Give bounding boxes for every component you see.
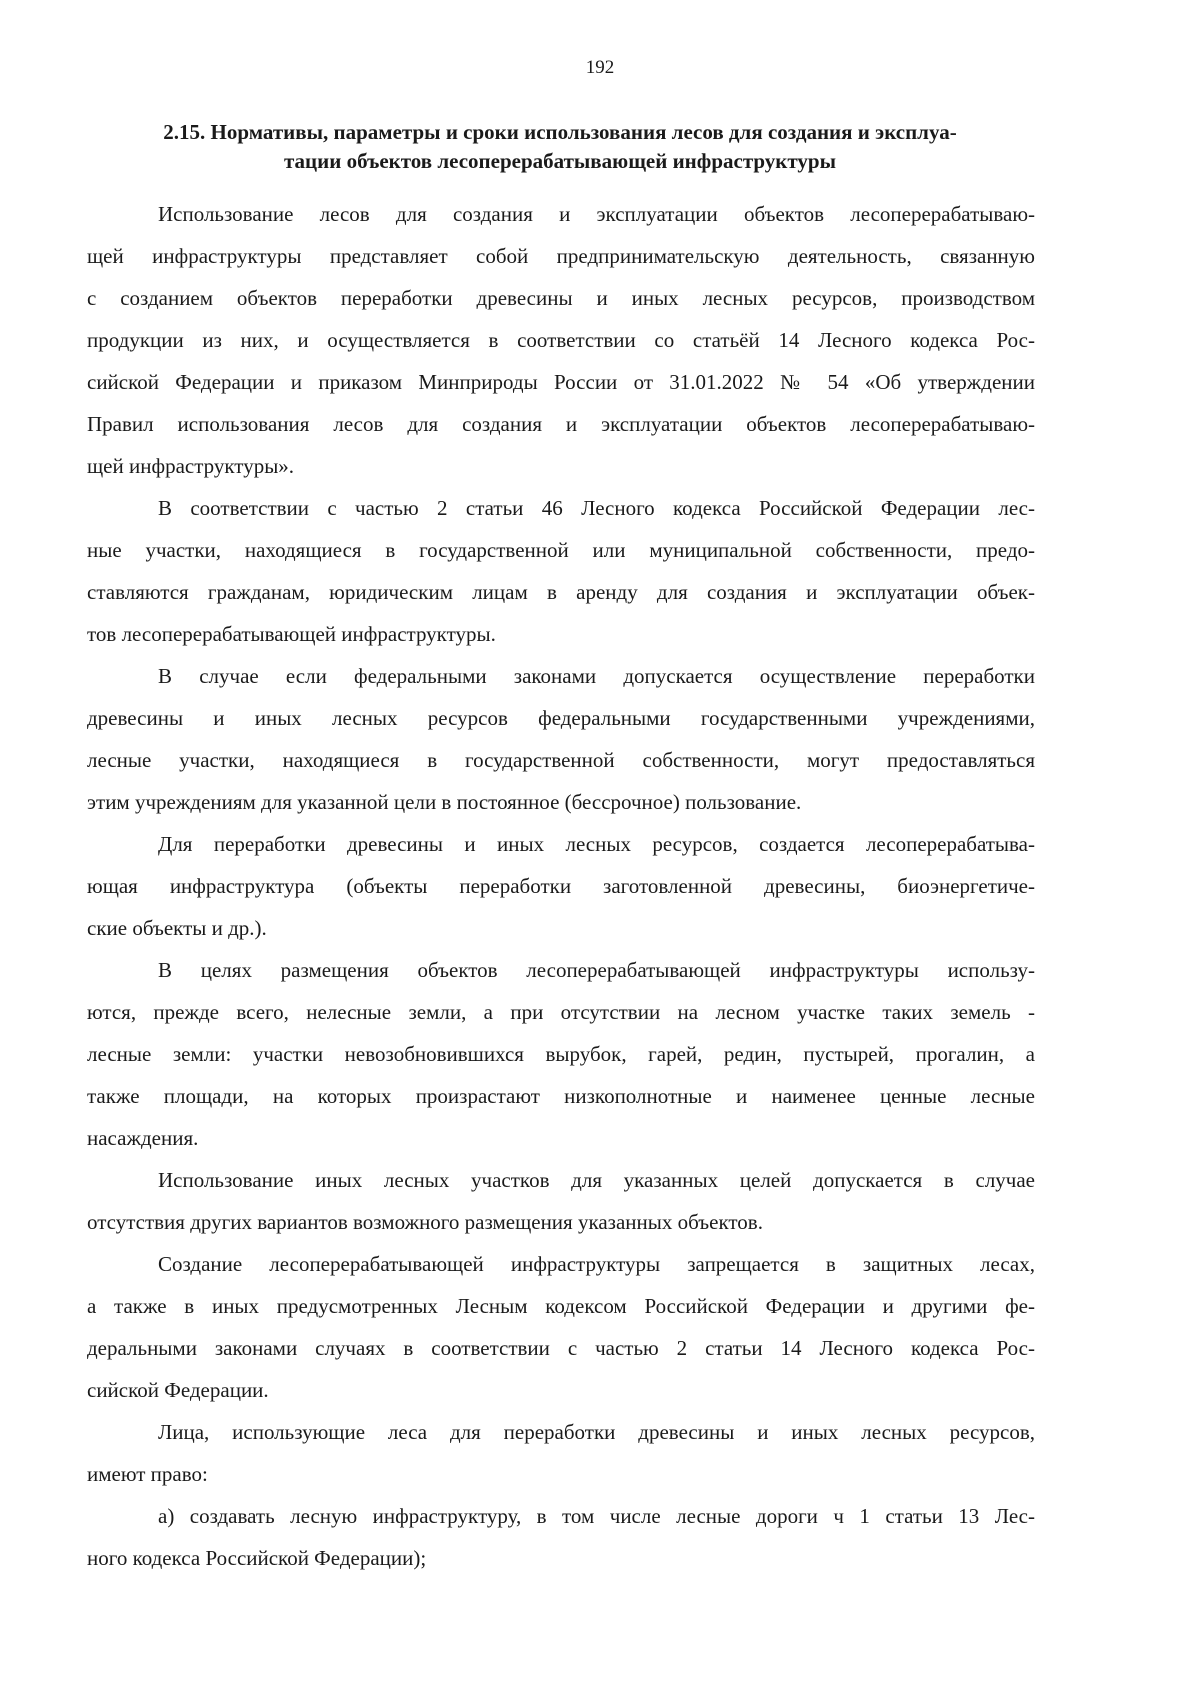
paragraph-line: этим учреждениям для указанной цели в постоянное (бессрочное) пользование. <box>87 790 802 814</box>
paragraph <box>87 1495 1035 1579</box>
paragraph-line: ные участки, находящиеся в государственной или муниципальной собственности, предо- <box>87 538 1035 562</box>
paragraph <box>87 487 1035 655</box>
paragraph-line: древесины и иных лесных ресурсов федеральными государственными учреждениями, <box>87 706 1035 730</box>
section-heading-line: 2.15. Нормативы, параметры и сроки использования лесов для создания и эксплуа- <box>163 120 957 144</box>
body-text <box>87 193 1035 1579</box>
paragraph-line: ставляются гражданам, юридическим лицам в аренду для создания и эксплуатации объек- <box>87 580 1035 604</box>
section-heading <box>90 118 1030 176</box>
paragraph-line: В случае если федеральными законами допускается осуществление переработки <box>158 664 1035 688</box>
paragraph <box>87 823 1035 949</box>
paragraph-line: с созданием объектов переработки древесины и иных лесных ресурсов, производством <box>87 286 1035 310</box>
paragraph-line: лесные земли: участки невозобновившихся вырубок, гарей, редин, пустырей, прогалин, а <box>87 1042 1035 1066</box>
paragraph <box>87 1411 1035 1495</box>
paragraph <box>87 193 1035 487</box>
paragraph-line: Лица, использующие леса для переработки древесины и иных лесных ресурсов, <box>158 1420 1035 1444</box>
paragraph-line: также площади, на которых произрастают низкополнотные и наименее ценные лесные <box>87 1084 1035 1108</box>
paragraph-line: В целях размещения объектов лесоперерабатывающей инфраструктуры использу- <box>158 958 1035 982</box>
paragraph-line: Правил использования лесов для создания и эксплуатации объектов лесоперерабатываю- <box>87 412 1035 436</box>
paragraph-line: щей инфраструктуры». <box>87 454 295 478</box>
section-heading-line: тации объектов лесоперерабатывающей инфраструктуры <box>283 149 837 173</box>
paragraph-line: ются, прежде всего, нелесные земли, а при отсутствии на лесном участке таких земель - <box>87 1000 1035 1024</box>
paragraph-line: щей инфраструктуры представляет собой предпринимательскую деятельность, связанную <box>87 244 1035 268</box>
paragraph-line: лесные участки, находящиеся в государственной собственности, могут предоставляться <box>87 748 1035 772</box>
paragraph-line: имеют право: <box>87 1462 208 1486</box>
page-number: 192 <box>585 57 615 78</box>
paragraph <box>87 1159 1035 1243</box>
paragraph-line: Для переработки древесины и иных лесных ресурсов, создается лесоперерабатыва- <box>158 832 1035 856</box>
paragraph-line: тов лесоперерабатывающей инфраструктуры. <box>87 622 496 646</box>
paragraph-line: а) создавать лесную инфраструктуру, в том числе лесные дороги ч 1 статьи 13 Лес- <box>158 1504 1035 1528</box>
paragraph <box>87 949 1035 1159</box>
paragraph-line: ские объекты и др.). <box>87 916 267 940</box>
paragraph-line: Использование лесов для создания и эксплуатации объектов лесоперерабатываю- <box>158 202 1035 226</box>
paragraph-line: продукции из них, и осуществляется в соответствии со статьёй 14 Лесного кодекса Рос- <box>87 328 1035 352</box>
paragraph-line: ного кодекса Российской Федерации); <box>87 1546 427 1570</box>
paragraph-line: Использование иных лесных участков для указанных целей допускается в случае <box>158 1168 1035 1192</box>
paragraph-line: сийской Федерации. <box>87 1378 269 1402</box>
paragraph-line: ющая инфраструктура (объекты переработки заготовленной древесины, биоэнергетиче- <box>87 874 1035 898</box>
paragraph-line: Создание лесоперерабатывающей инфраструктуры запрещается в защитных лесах, <box>158 1252 1035 1276</box>
paragraph-line: деральными законами случаях в соответствии с частью 2 статьи 14 Лесного кодекса Рос- <box>87 1336 1035 1360</box>
paragraph <box>87 1243 1035 1411</box>
paragraph-line: В соответствии с частью 2 статьи 46 Лесного кодекса Российской Федерации лес- <box>158 496 1035 520</box>
paragraph <box>87 655 1035 823</box>
paragraph-line: насаждения. <box>87 1126 199 1150</box>
paragraph-line: сийской Федерации и приказом Минприроды России от 31.01.2022 № 54 «Об утверждении <box>87 370 1035 394</box>
paragraph-line: а также в иных предусмотренных Лесным кодексом Российской Федерации и другими фе- <box>87 1294 1035 1318</box>
paragraph-line: отсутствия других вариантов возможного размещения указанных объектов. <box>87 1210 763 1234</box>
